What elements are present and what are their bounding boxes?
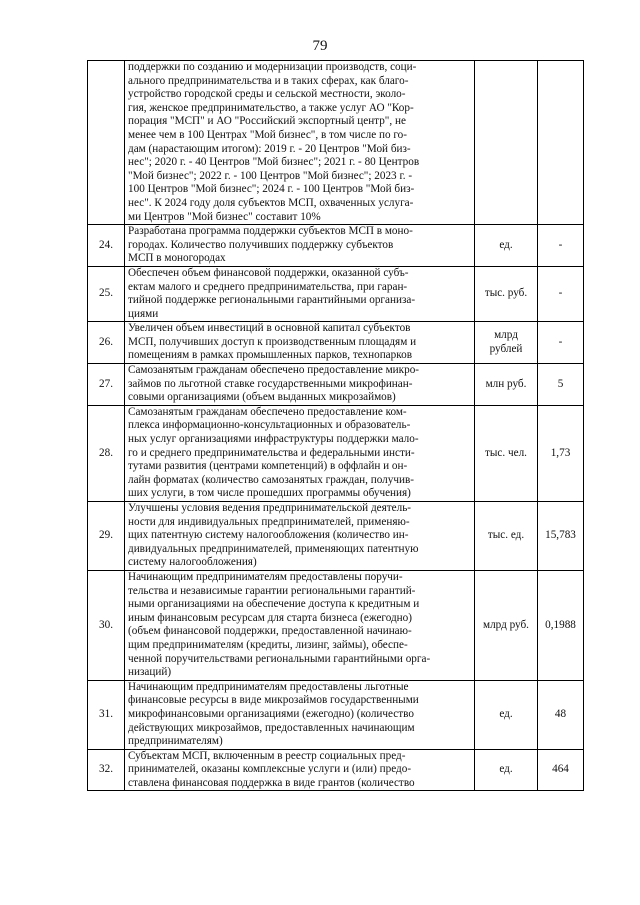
description-line: Самозанятым гражданам обеспечено предоставление микро- xyxy=(128,364,420,377)
row-number xyxy=(88,61,125,225)
description-line: Субъектам МСП, включенным в реестр социальных пред- xyxy=(128,749,406,762)
description-line: тутами развития (центрами компетенций) в оффлайн и он- xyxy=(128,460,408,473)
row-description xyxy=(125,364,475,406)
row-number: 26. xyxy=(88,322,125,364)
table-row xyxy=(88,61,584,225)
description-line: иным финансовым ресурсам для старта бизнеса (ежегодно) xyxy=(128,611,412,624)
row-value: - xyxy=(538,266,584,321)
row-number: 30. xyxy=(88,570,125,680)
row-description xyxy=(125,680,475,749)
table-row xyxy=(88,405,584,501)
table-row xyxy=(88,749,584,791)
table-row xyxy=(88,225,584,267)
table-row xyxy=(88,502,584,571)
row-unit: млн руб. xyxy=(475,364,538,406)
indicators-table xyxy=(87,60,584,791)
description-line: ных услуг организациями инфраструктуры поддержки мало- xyxy=(128,433,419,446)
page-number: 79 xyxy=(312,38,328,54)
table-row xyxy=(88,322,584,364)
description-line: займов по льготной ставке государственными микрофинан- xyxy=(128,377,413,390)
description-line: совыми организациями (объем выданных микрозаймов) xyxy=(128,391,396,404)
row-number: 25. xyxy=(88,266,125,321)
description-line: Самозанятым гражданам обеспечено предоставление ком- xyxy=(128,405,407,418)
description-line: гия, женское предпринимательство, а также услуг АО "Кор- xyxy=(128,101,414,114)
description-line: лайн форматах (количество самозанятых граждан, получив- xyxy=(128,473,414,486)
description-line: щим предпринимателям (кредиты, лизинг, займы), обеспе- xyxy=(128,638,408,651)
row-value xyxy=(538,61,584,225)
row-value: - xyxy=(538,225,584,267)
row-description xyxy=(125,749,475,791)
row-description xyxy=(125,322,475,364)
description-line: тийной поддержке региональными гарантийными организа- xyxy=(128,294,416,307)
description-line: ми Центров "Мой бизнес" составит 10% xyxy=(128,210,321,223)
row-description xyxy=(125,61,475,225)
description-line: тельства и независимые гарантии региональными гарантий- xyxy=(128,584,416,597)
row-unit: млрд рублей xyxy=(475,322,538,364)
description-line: ными организациями на обеспечение доступа к кредитным и xyxy=(128,598,420,611)
description-line: финансовые ресурсы в виде микрозаймов государственными xyxy=(128,694,419,707)
description-line: городах. Количество получивших поддержку субъектов xyxy=(128,238,394,251)
row-unit: ед. xyxy=(475,749,538,791)
row-description xyxy=(125,266,475,321)
description-line: действующих микрозаймов, предоставленных начинающим xyxy=(128,721,415,734)
description-line: Начинающим предпринимателям предоставлены льготные xyxy=(128,680,409,693)
row-value: 0,1988 xyxy=(538,570,584,680)
row-number: 32. xyxy=(88,749,125,791)
description-line: поддержки по созданию и модернизации производств, соци- xyxy=(128,61,417,73)
description-line: 100 Центров "Мой бизнес"; 2024 г. - 100 Центров "Мой биз- xyxy=(128,183,415,196)
description-line: дивидуальных предпринимателей, применяющих патентную xyxy=(128,542,419,555)
row-value: 48 xyxy=(538,680,584,749)
description-line: (объем финансовой поддержки, предоставленной начинаю- xyxy=(128,625,412,638)
row-number: 29. xyxy=(88,502,125,571)
description-line: го и среднего предпринимательства и федеральными инсти- xyxy=(128,446,415,459)
row-description xyxy=(125,225,475,267)
row-value: - xyxy=(538,322,584,364)
description-line: низаций) xyxy=(128,666,172,679)
description-line: Разработана программа поддержки субъектов МСП в моно- xyxy=(128,225,413,238)
description-line: Начинающим предпринимателям предоставлены поручи- xyxy=(128,570,403,583)
description-line: менее чем в 100 Центрах "Мой бизнес", в том числе по го- xyxy=(128,128,407,141)
row-number: 27. xyxy=(88,364,125,406)
table-row xyxy=(88,680,584,749)
table-row xyxy=(88,266,584,321)
description-line: плекса информационно-консультационных и образователь- xyxy=(128,419,411,432)
row-unit: тыс. руб. xyxy=(475,266,538,321)
description-line: устройство городской среды и сельской местности, эколо- xyxy=(128,88,406,101)
row-unit xyxy=(475,61,538,225)
row-value: 5 xyxy=(538,364,584,406)
description-line: принимателей, оказаны комплексные услуги и (или) предо- xyxy=(128,763,412,776)
description-line: предпринимателям) xyxy=(128,735,223,748)
row-unit: тыс. чел. xyxy=(475,405,538,501)
description-line: микрофинансовыми организациями (ежегодно) (количество xyxy=(128,707,414,720)
description-line: ших услуги, в том числе прошедших программы обучения) xyxy=(128,487,411,500)
description-line: порация "МСП" и АО "Российский экспортный центр", не xyxy=(128,115,406,128)
description-line: МСП в моногородах xyxy=(128,252,226,265)
description-line: ального предпринимательства и в таких сферах, как благо- xyxy=(128,74,409,87)
row-number: 31. xyxy=(88,680,125,749)
row-unit: млрд руб. xyxy=(475,570,538,680)
row-value: 1,73 xyxy=(538,405,584,501)
description-line: щих патентную систему налогообложения (количество ин- xyxy=(128,529,409,542)
table-body xyxy=(88,61,584,791)
row-unit: ед. xyxy=(475,680,538,749)
row-value: 15,783 xyxy=(538,502,584,571)
row-number: 28. xyxy=(88,405,125,501)
row-value: 464 xyxy=(538,749,584,791)
description-line: помещениям в рамках промышленных парков, технопарков xyxy=(128,349,412,362)
description-line: МСП, получивших доступ к производственным площадям и xyxy=(128,335,417,348)
description-line: Увеличен объем инвестиций в основной капитал субъектов xyxy=(128,322,411,335)
description-line: ченной поручительствами региональными гарантийными орга- xyxy=(128,652,431,665)
row-unit: тыс. ед. xyxy=(475,502,538,571)
description-line: ности для индивидуальных предпринимателей, применяю- xyxy=(128,515,410,528)
description-line: циями xyxy=(128,307,159,320)
description-line: "Мой бизнес"; 2022 г. - 100 Центров "Мой бизнес"; 2023 г. - xyxy=(128,169,413,182)
description-line: Улучшены условия ведения предпринимательской деятель- xyxy=(128,502,412,514)
description-line: Обеспечен объем финансовой поддержки, оказанной субъ- xyxy=(128,266,409,279)
description-line: систему налогообложения) xyxy=(128,556,257,569)
row-description xyxy=(125,405,475,501)
description-line: ставлена финансовая поддержка в виде грантов (количество xyxy=(128,776,415,789)
description-line: нес". К 2024 году доля субъектов МСП, охваченных услуга- xyxy=(128,196,414,209)
table-row xyxy=(88,570,584,680)
row-unit: ед. xyxy=(475,225,538,267)
row-description xyxy=(125,570,475,680)
description-line: дам (нарастающим итогом): 2019 г. - 20 Центров "Мой биз- xyxy=(128,142,411,155)
description-line: нес"; 2020 г. - 40 Центров "Мой бизнес"; 2021 г. - 80 Центров xyxy=(128,156,420,169)
description-line: ектам малого и среднего предпринимательства, при гаран- xyxy=(128,280,408,293)
row-description xyxy=(125,502,475,571)
table-row xyxy=(88,364,584,406)
row-number: 24. xyxy=(88,225,125,267)
